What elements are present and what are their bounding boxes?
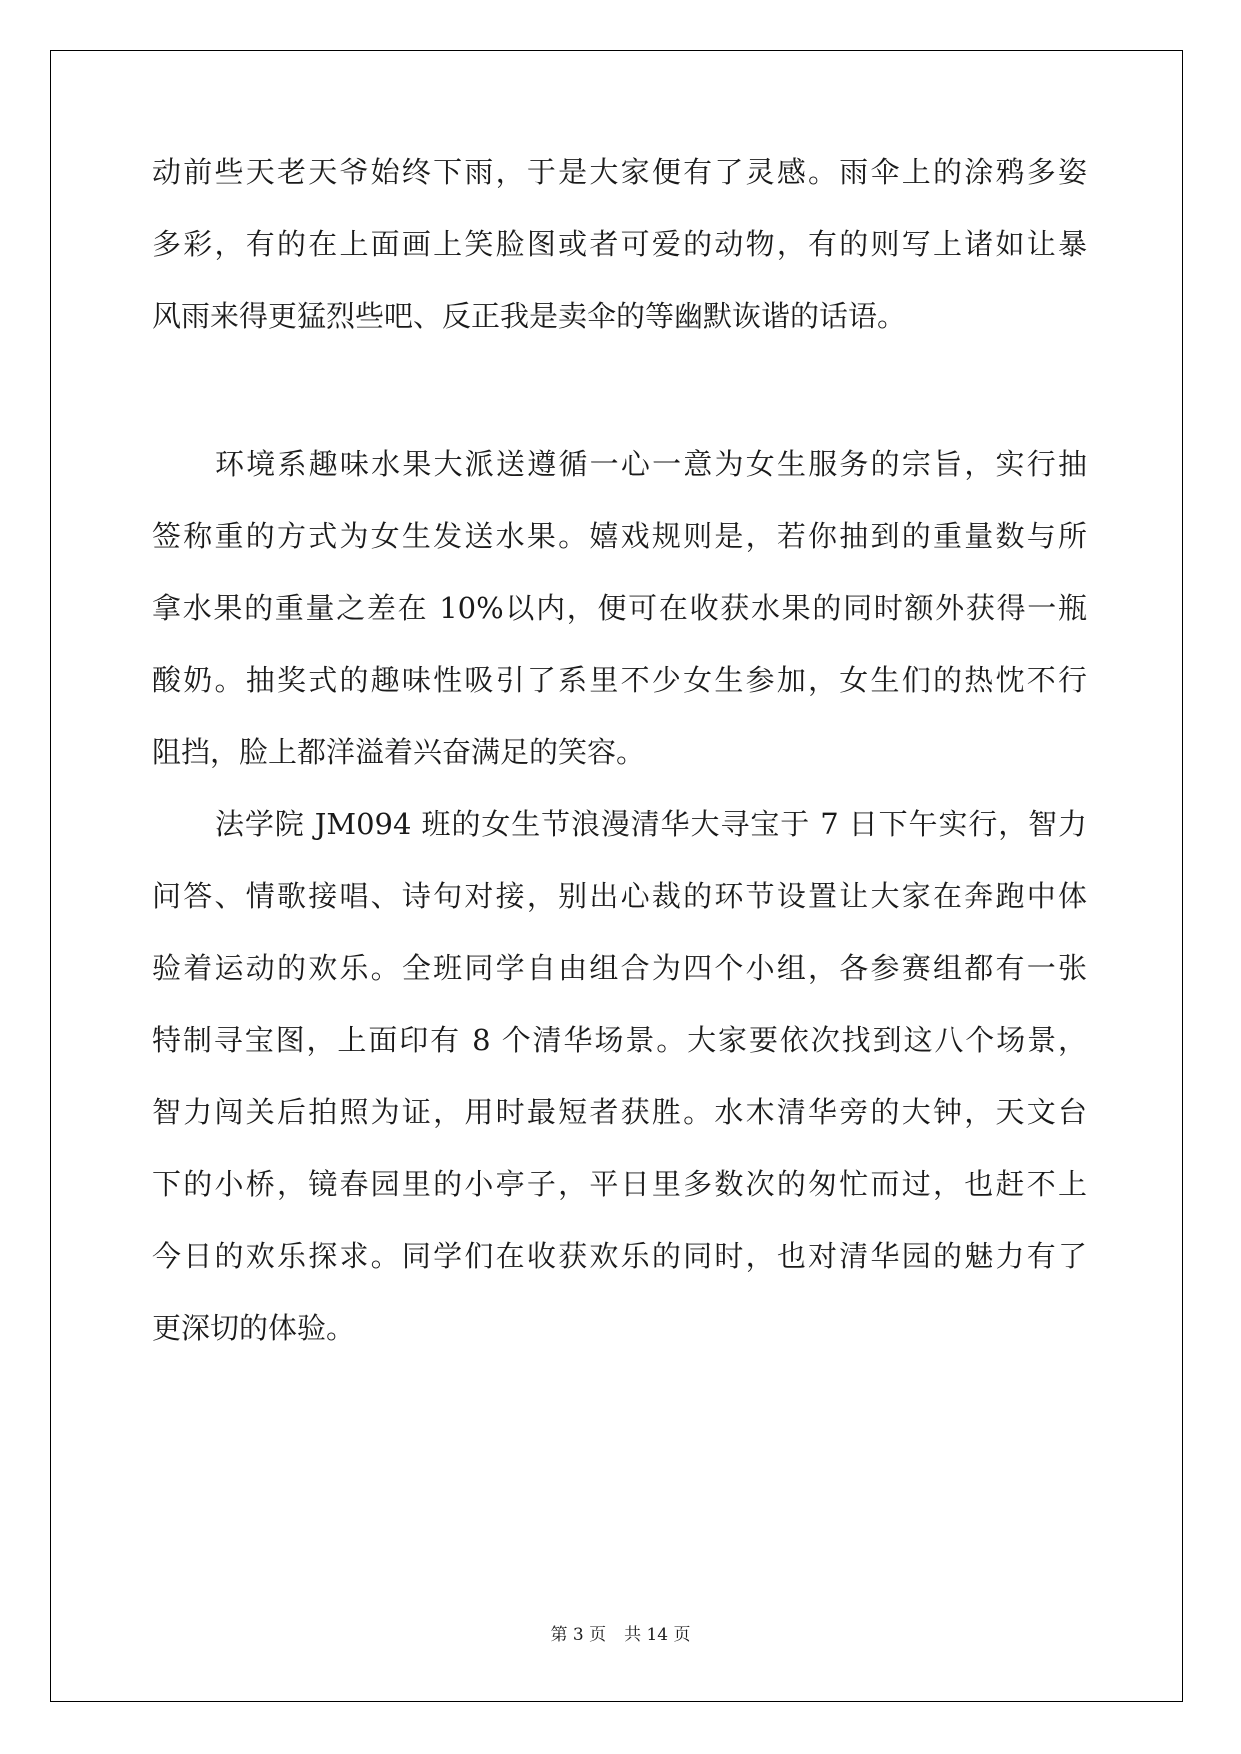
paragraph-2-line-1: 环境系趣味水果大派送遵循一心一意为女生服务的宗旨，实行抽 (215, 447, 1087, 481)
paragraph-1-line-1: 动前些天老天爷始终下雨，于是大家便有了灵感。雨伞上的涂鸦多姿 (152, 155, 1087, 189)
paragraph-3-line-5: 智力闯关后拍照为证，用时最短者获胜。水木清华旁的大钟，天文台 (152, 1095, 1087, 1129)
paragraph-2-line-3: 拿水果的重量之差在 10%以内，便可在收获水果的同时额外获得一瓶 (152, 591, 1087, 625)
paragraph-3-line-2: 问答、情歌接唱、诗句对接，别出心裁的环节设置让大家在奔跑中体 (152, 879, 1087, 913)
paragraph-3-line-8: 更深切的体验。 (152, 1311, 356, 1345)
page-number: 第 3 页 (550, 1625, 607, 1645)
page-total: 共 14 页 (624, 1625, 691, 1645)
paragraph-2-line-2: 签称重的方式为女生发送水果。嬉戏规则是，若你抽到的重量数与所 (152, 519, 1087, 553)
paragraph-3-line-1: 法学院 JM094 班的女生节浪漫清华大寻宝于 7 日下午实行，智力 (215, 807, 1087, 841)
paragraph-3-line-4: 特制寻宝图，上面印有 8 个清华场景。大家要依次找到这八个场景， (152, 1023, 1087, 1057)
paragraph-3-line-6: 下的小桥，镜春园里的小亭子，平日里多数次的匆忙而过，也赶不上 (152, 1167, 1087, 1201)
paragraph-1-line-3: 风雨来得更猛烈些吧、反正我是卖伞的等幽默诙谐的话语。 (152, 299, 907, 333)
paragraph-1-line-2: 多彩，有的在上面画上笑脸图或者可爱的动物，有的则写上诸如让暴 (152, 227, 1087, 261)
paragraph-3-line-7: 今日的欢乐探求。同学们在收获欢乐的同时，也对清华园的魅力有了 (152, 1239, 1087, 1273)
paragraph-3-line-3: 验着运动的欢乐。全班同学自由组合为四个小组，各参赛组都有一张 (152, 951, 1087, 985)
paragraph-2-line-4: 酸奶。抽奖式的趣味性吸引了系里不少女生参加，女生们的热忱不行 (152, 663, 1087, 697)
paragraph-2-line-5: 阻挡，脸上都洋溢着兴奋满足的笑容。 (152, 735, 646, 769)
page-footer (0, 1624, 1241, 1646)
